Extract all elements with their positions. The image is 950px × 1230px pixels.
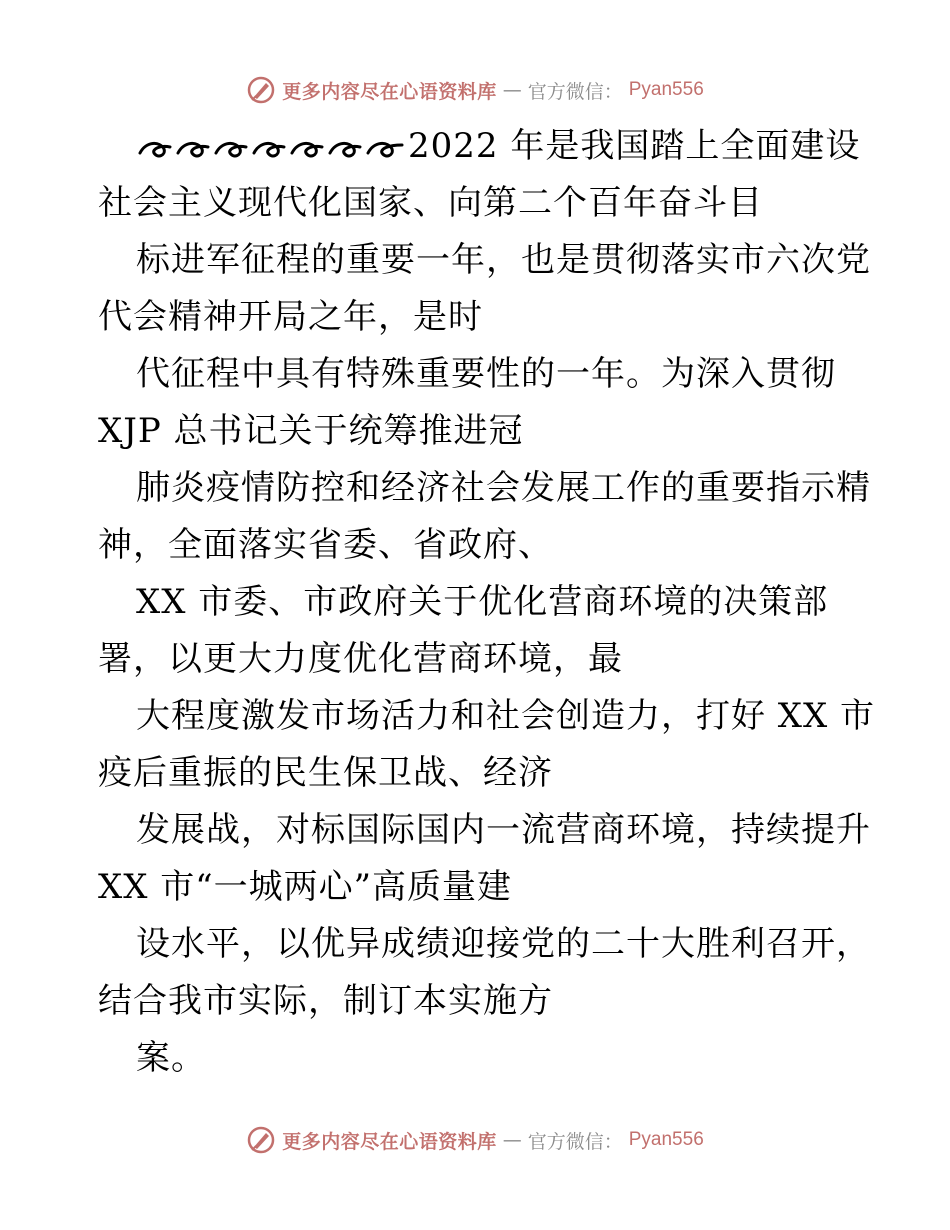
text-line-13: 发展战，对标国际国内一流营商环境，持续提升 <box>136 810 871 850</box>
watermark-dash: — <box>502 1129 522 1151</box>
text-line-5: 代征程中具有特殊重要性的一年。为深入贯彻 <box>136 354 836 394</box>
footer-watermark <box>0 1120 950 1160</box>
flourish-ornament-icon <box>136 131 406 165</box>
text-line-11: 大程度激发市场活力和社会创造力，打好 XX 市 <box>136 696 876 736</box>
text-line-4: 代会精神开局之年，是时 <box>98 297 483 337</box>
quill-pen-logo-icon <box>246 1125 276 1155</box>
text-line-7: 肺炎疫情防控和经济社会发展工作的重要指示精 <box>136 468 871 508</box>
text-line-10: 署，以更大力度优化营商环境，最 <box>98 639 623 679</box>
text-line-3: 标进军征程的重要一年，也是贯彻落实市六次党 <box>136 240 871 280</box>
text-line-1 <box>98 118 861 175</box>
watermark-label: 官方微信： <box>527 80 623 103</box>
watermark-site-text: 更多内容尽在心语资料库 <box>282 80 497 103</box>
text-line-16: 结合我市实际，制订本实施方 <box>98 981 553 1021</box>
header-watermark <box>0 70 950 110</box>
quill-pen-logo-icon <box>246 75 276 105</box>
text-line-15: 设水平，以优异成绩迎接党的二十大胜利召开， <box>136 924 871 964</box>
text-line-12: 疫后重振的民生保卫战、经济 <box>98 753 553 793</box>
watermark-id: Pyan556 <box>628 79 704 100</box>
text-line-14: XX 市“一城两心”高质量建 <box>98 867 512 907</box>
text-line-8: 神，全面落实省委、省政府、 <box>98 525 553 565</box>
document-body <box>98 118 876 1087</box>
line-text: 2022 年是我国踏上全面建设 <box>408 126 861 166</box>
watermark-id: Pyan556 <box>628 1129 704 1150</box>
watermark-site-text: 更多内容尽在心语资料库 <box>282 1130 497 1153</box>
watermark-dash: — <box>502 79 522 101</box>
text-line-9: XX 市委、市政府关于优化营商环境的决策部 <box>136 582 829 622</box>
text-line-17: 案。 <box>136 1038 206 1078</box>
text-line-6: XJP 总书记关于统筹推进冠 <box>98 411 524 451</box>
watermark-label: 官方微信： <box>527 1130 623 1153</box>
text-line-2: 社会主义现代化国家、向第二个百年奋斗目 <box>98 183 763 223</box>
